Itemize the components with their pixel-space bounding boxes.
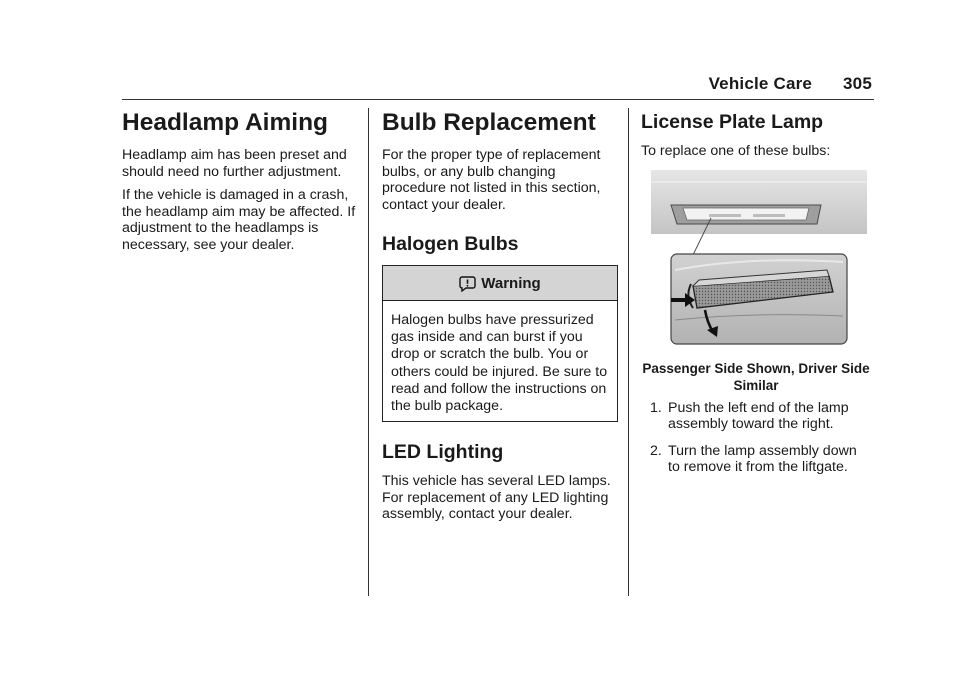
step-text: Turn the lamp assembly down to remove it from the liftgate. — [668, 442, 857, 475]
section-title: Vehicle Care — [708, 74, 813, 93]
heading-halogen-bulbs: Halogen Bulbs — [382, 233, 519, 255]
page-header — [709, 74, 872, 94]
paragraph: If the vehicle is damaged in a crash, the headlamp aim may be affected. If adjustment to the headlamps is necessary, see your dealer. — [122, 187, 356, 253]
warning-icon — [459, 275, 476, 292]
license-plate-lamp-illustration — [641, 170, 871, 348]
heading-led-lighting: LED Lighting — [382, 441, 504, 464]
warning-box — [382, 265, 618, 422]
list-item — [641, 443, 871, 476]
step-number: 2. — [650, 442, 662, 459]
steps-list — [641, 400, 871, 476]
heading-license-plate-lamp: License Plate Lamp — [641, 111, 824, 133]
paragraph: For the proper type of replacement bulbs, or any bulb changing procedure not listed in this section, contact your dealer. — [382, 147, 601, 213]
column-divider — [368, 108, 369, 596]
step-text: Push the left end of the lamp assembly toward the right. — [668, 399, 849, 432]
step-number: 1. — [650, 399, 662, 416]
column-headlamp-aiming — [122, 108, 358, 260]
paragraph: To replace one of these bulbs: — [641, 143, 831, 159]
warning-label: Warning — [481, 274, 541, 292]
warning-text: Halogen bulbs have pressurized gas inside and can burst if you drop or scratch the bulb. You or others could be injured. Be sure to read and follow the instructions on the bulb package. — [391, 312, 608, 415]
heading-bulb-replacement: Bulb Replacement — [382, 109, 596, 136]
list-item — [641, 400, 871, 433]
paragraph: Headlamp aim has been preset and should need no further adjustment. — [122, 147, 347, 180]
heading-headlamp-aiming: Headlamp Aiming — [122, 109, 329, 136]
paragraph: This vehicle has several LED lamps. For replacement of any LED lighting assembly, contact your dealer. — [382, 473, 611, 523]
header-rule — [122, 99, 874, 100]
figure-caption: Passenger Side Shown, Driver Side Similar — [642, 360, 870, 393]
page-number: 305 — [843, 74, 872, 93]
column-license-plate-lamp — [641, 108, 871, 486]
column-bulb-replacement — [382, 108, 618, 530]
column-divider — [628, 108, 629, 596]
warning-header — [383, 266, 617, 301]
